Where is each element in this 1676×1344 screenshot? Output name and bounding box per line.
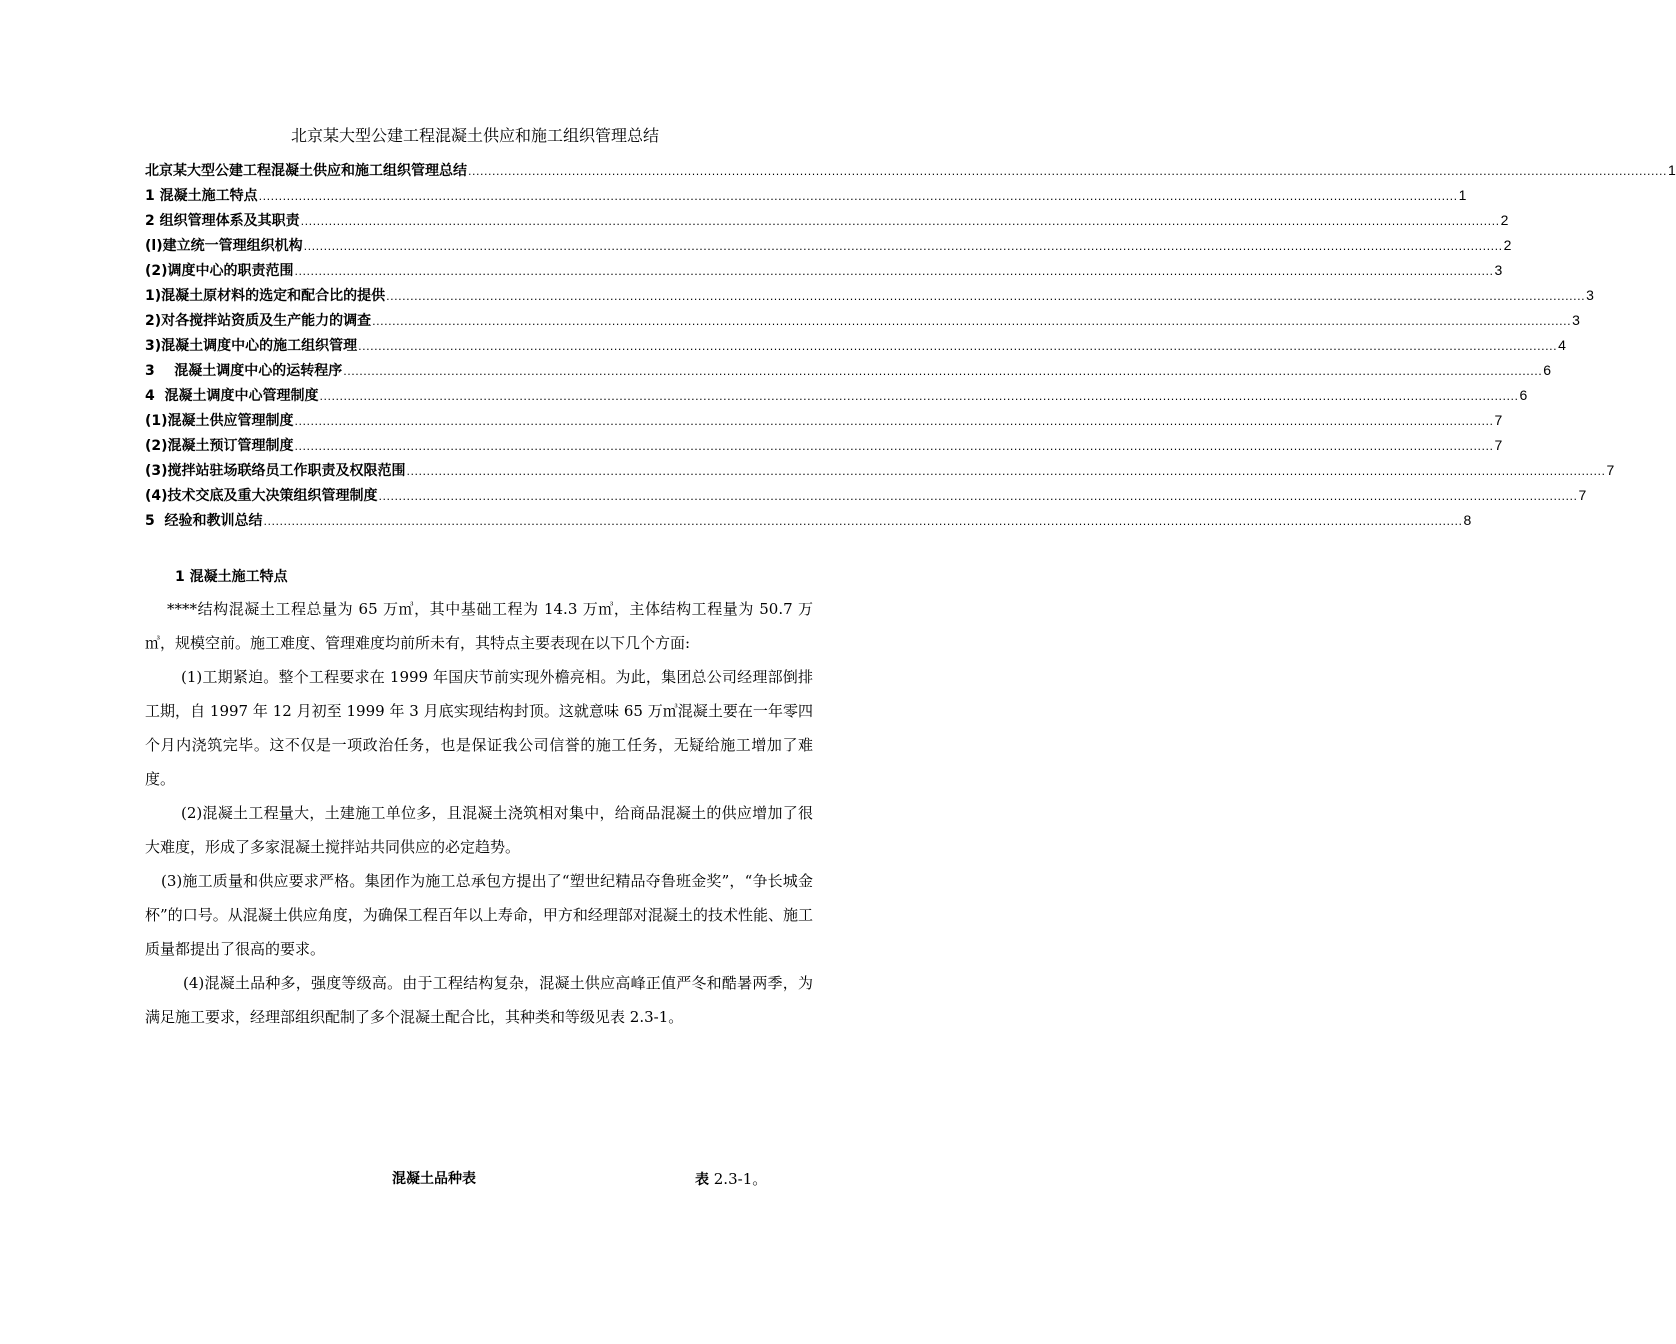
toc-entry[interactable]: [145, 458, 1615, 483]
toc-entry-label: 北京某大型公建工程混凝土供应和施工组织管理总结: [145, 163, 467, 179]
toc-entry[interactable]: [145, 358, 1552, 383]
toc-entry-page: 2: [1500, 212, 1509, 228]
table-of-contents: [145, 158, 1676, 533]
toc-entry-page: 1: [1458, 187, 1467, 203]
toc-entry[interactable]: [145, 208, 1509, 233]
toc-entry[interactable]: [145, 508, 1472, 533]
toc-entry-label: 3)混凝土调度中心的施工组织管理: [145, 338, 358, 354]
toc-leader-dots: ............................................................................................................................................................................................................................................................................................................: [319, 390, 1519, 403]
toc-entry-label: 1 混凝土施工特点: [145, 188, 258, 204]
body-paragraph: (1)工期紧迫。整个工程要求在 1999 年国庆节前实现外檐亮相。为此，集团总公司经理部倒排工期，自 1997 年 12 月初至 1999 年 3 月底实现结构封顶。这就意味 65 万㎥混凝土要在一年零四个月内浇筑完毕。这不仅是一项政治任务，也是保证我公司信誉的施工任务，无疑给施工增加了难度。: [145, 668, 813, 788]
toc-leader-dots: ............................................................................................................................................................................................................................................................................................................: [258, 190, 1458, 203]
body-paragraph: (4)混凝土品种多，强度等级高。由于工程结构复杂，混凝土供应高峰正值严冬和酷暑两季，为满足施工要求，经理部组织配制了多个混凝土配合比，其种类和等级见表 2.3-1。: [145, 974, 813, 1026]
toc-entry-label: (1)混凝土供应管理制度: [145, 413, 294, 429]
toc-leader-dots: ............................................................................................................................................................................................................................................................................................................: [303, 240, 1503, 253]
toc-entry-label: (2)调度中心的职责范围: [145, 263, 294, 279]
toc-entry[interactable]: [145, 233, 1512, 258]
table-number: [695, 1167, 767, 1192]
document-title: 北京某大型公建工程混凝土供应和施工组织管理总结: [290, 126, 659, 145]
table-caption: 混凝土品种表: [392, 1171, 476, 1187]
toc-entry-label: 3 混凝土调度中心的运转程序: [145, 363, 343, 379]
toc-entry-label: 5 经验和教训总结: [145, 513, 263, 529]
toc-entry[interactable]: [145, 308, 1580, 333]
toc-entry-page: 6: [1543, 362, 1552, 378]
toc-entry[interactable]: [145, 183, 1467, 208]
body-paragraph: ****结构混凝土工程总量为 65 万㎥，其中基础工程为 14.3 万㎥，主体结构工程量为 50.7 万㎥，规模空前。施工难度、管理难度均前所未有，其特点主要表现在以下几个方面:: [145, 600, 813, 652]
toc-leader-dots: ............................................................................................................................................................................................................................................................................................................: [343, 365, 1543, 378]
toc-entry-page: 7: [1494, 412, 1503, 428]
toc-entry-label: (2)混凝土预订管理制度: [145, 438, 294, 454]
toc-entry-page: 1: [1667, 162, 1676, 178]
toc-entry-label: 2)对各搅拌站资质及生产能力的调查: [145, 313, 372, 329]
toc-leader-dots: ............................................................................................................................................................................................................................................................................................................: [406, 465, 1606, 478]
table-number-prefix: 表: [695, 1172, 709, 1188]
section-body: [145, 592, 813, 1034]
toc-entry[interactable]: [145, 283, 1594, 308]
toc-entry-page: 6: [1519, 387, 1528, 403]
toc-entry-page: 3: [1494, 262, 1503, 278]
toc-entry[interactable]: [145, 258, 1503, 283]
toc-leader-dots: ............................................................................................................................................................................................................................................................................................................: [468, 165, 1667, 178]
toc-leader-dots: ............................................................................................................................................................................................................................................................................................................: [386, 290, 1586, 303]
toc-leader-dots: ............................................................................................................................................................................................................................................................................................................: [263, 515, 1463, 528]
toc-leader-dots: ............................................................................................................................................................................................................................................................................................................: [300, 215, 1500, 228]
toc-entry-page: 7: [1606, 462, 1615, 478]
toc-entry-label: (4)技术交底及重大决策组织管理制度: [145, 488, 378, 504]
toc-leader-dots: ............................................................................................................................................................................................................................................................................................................: [378, 490, 1578, 503]
toc-entry[interactable]: [145, 433, 1503, 458]
toc-entry-label: (l)建立统一管理组织机构: [145, 238, 303, 254]
toc-entry-page: 8: [1463, 512, 1472, 528]
toc-entry-page: 7: [1578, 487, 1587, 503]
toc-entry-page: 4: [1558, 337, 1566, 353]
body-paragraph: (3)施工质量和供应要求严格。集团作为施工总承包方提出了“塑世纪精品夺鲁班金奖”，“争长城金杯”的口号。从混凝土供应角度，为确保工程百年以上寿命，甲方和经理部对混凝土的技术性能、施工质量都提出了很高的要求。: [145, 872, 813, 958]
toc-entry[interactable]: [145, 408, 1503, 433]
toc-leader-dots: ............................................................................................................................................................................................................................................................................................................: [294, 265, 1494, 278]
toc-entry-page: 7: [1494, 437, 1503, 453]
toc-entry-page: 3: [1572, 312, 1580, 328]
toc-leader-dots: ............................................................................................................................................................................................................................................................................................................: [294, 440, 1494, 453]
table-number-value: 2.3-1。: [709, 1170, 768, 1188]
toc-entry-page: 2: [1503, 237, 1512, 253]
toc-entry-page: 3: [1586, 287, 1594, 303]
toc-entry[interactable]: [145, 158, 1676, 183]
toc-entry[interactable]: [145, 383, 1528, 408]
toc-entry[interactable]: [145, 483, 1587, 508]
toc-entry[interactable]: [145, 333, 1566, 358]
toc-entry-label: 4 混凝土调度中心管理制度: [145, 388, 319, 404]
toc-entry-label: 2 组织管理体系及其职责: [145, 213, 300, 229]
toc-leader-dots: ............................................................................................................................................................................................................................................................................................................: [294, 415, 1494, 428]
body-paragraph: (2)混凝土工程量大，土建施工单位多，且混凝土浇筑相对集中，给商品混凝土的供应增加了很大难度，形成了多家混凝土搅拌站共同供应的必定趋势。: [145, 804, 813, 856]
section-heading: 1 混凝土施工特点: [175, 569, 288, 585]
toc-leader-dots: ............................................................................................................................................................................................................................................................................................................: [358, 340, 1558, 353]
toc-entry-label: (3)搅拌站驻场联络员工作职责及权限范围: [145, 463, 406, 479]
toc-leader-dots: ............................................................................................................................................................................................................................................................................................................: [372, 315, 1572, 328]
toc-entry-label: 1)混凝土原材料的选定和配合比的提供: [145, 288, 386, 304]
